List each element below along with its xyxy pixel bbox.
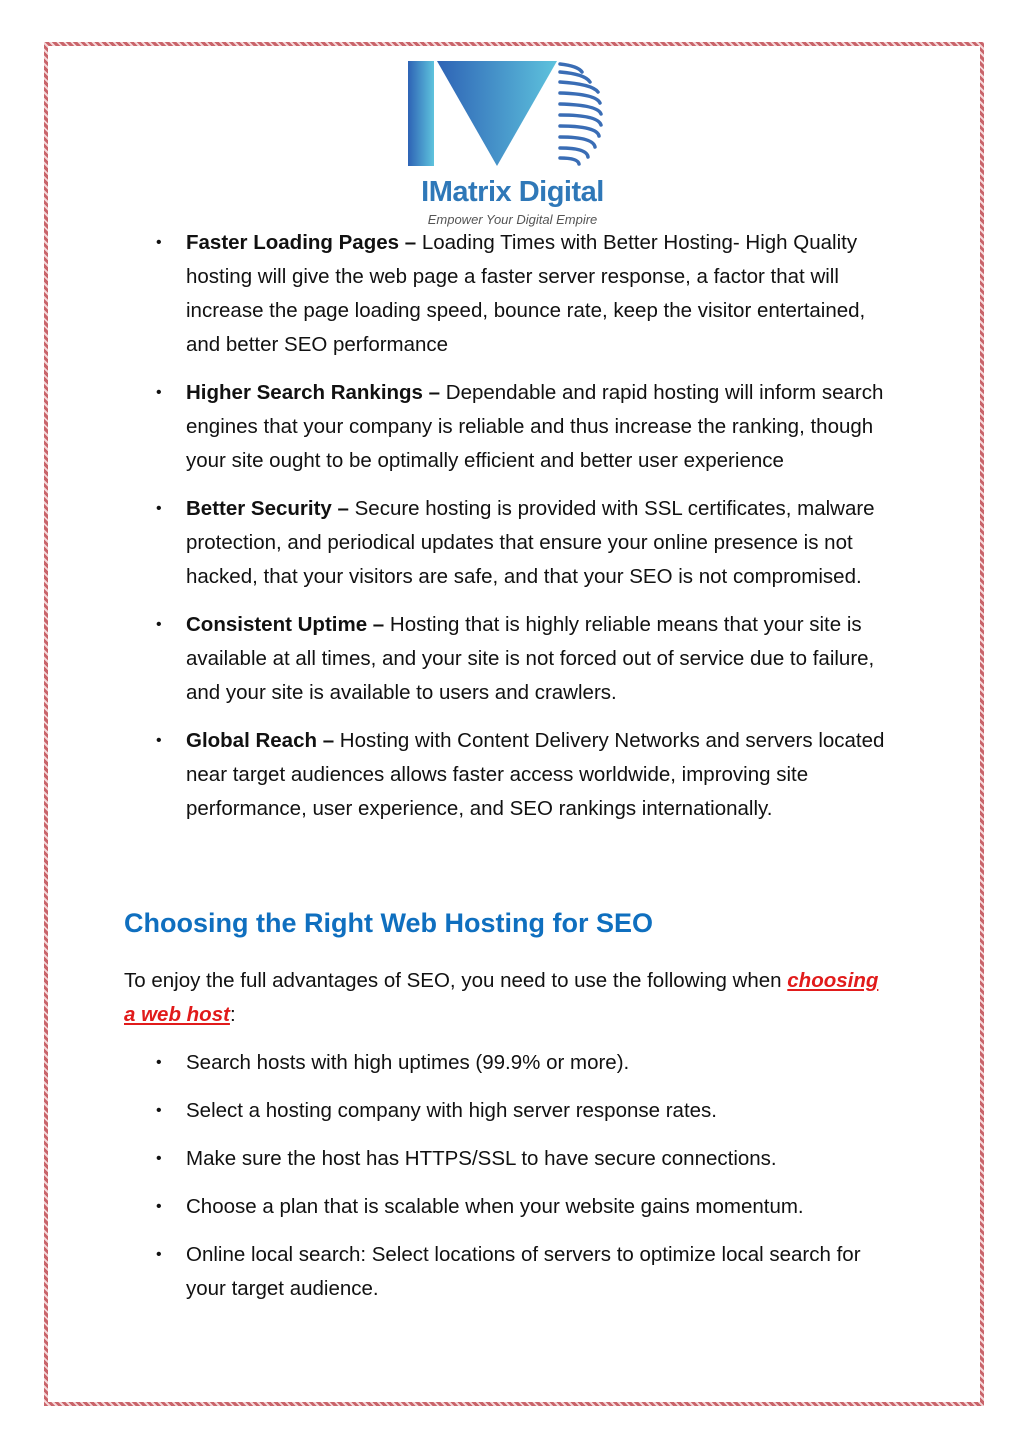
choosing-web-host-link[interactable]: choosing a web host (124, 969, 879, 1026)
list-item: • Make sure the host has HTTPS/SSL to have secure connections. (158, 1142, 898, 1176)
list-item: • Online local search: Select locations of servers to optimize local search for your target audience. (158, 1238, 898, 1306)
list-item (158, 226, 898, 362)
list-item (158, 608, 898, 710)
list-item (158, 376, 898, 478)
list-item: • Search hosts with high uptimes (99.9% or more). (158, 1046, 898, 1080)
intro-text-end: : (229, 1003, 236, 1026)
list-item: • Choose a plan that is scalable when your website gains momentum. (158, 1190, 898, 1224)
section-intro (124, 964, 884, 1032)
logo-title: IMatrix Digital (421, 176, 604, 208)
list-item (158, 492, 898, 594)
list-item: • Select a hosting company with high server response rates. (158, 1094, 898, 1128)
tips-list (158, 1046, 898, 1320)
item-title: Faster Loading Pages – (186, 231, 417, 254)
item-title: Consistent Uptime – (186, 613, 385, 636)
intro-text: To enjoy the full advantages of SEO, you need to use the following when (124, 969, 788, 992)
benefits-list (158, 226, 898, 840)
item-text: Dependable and rapid hosting will inform search engines that your company is reliable and thus increase the ranking, though your site ought to be optimally efficient and better user experience (186, 381, 884, 472)
company-logo (405, 58, 620, 230)
logo-mark-icon (405, 58, 620, 173)
item-title: Higher Search Rankings – (186, 381, 441, 404)
list-item (158, 724, 898, 826)
item-text: Hosting that is highly reliable means that your site is available at all times, and your site is not forced out of service due to failure, and your site is available to users and crawlers. (186, 613, 875, 704)
section-heading: Choosing the Right Web Hosting for SEO (124, 908, 653, 938)
logo-tagline: Empower Your Digital Empire (427, 212, 598, 227)
item-title: Global Reach – (186, 729, 335, 752)
item-text: Hosting with Content Delivery Networks and servers located near target audiences allows faster access worldwide, improving site performance, user experience, and SEO rankings internationally. (186, 729, 885, 820)
item-title: Better Security – (186, 497, 349, 520)
item-text: Secure hosting is provided with SSL certificates, malware protection, and periodical updates that ensure your online presence is not hacked, that your visitors are safe, and that your SEO is not compromised. (186, 497, 875, 588)
item-text: Loading Times with Better Hosting- High Quality hosting will give the web page a faster server response, a factor that will increase the page loading speed, bounce rate, keep the visitor entertained, and better SEO performance (186, 231, 866, 356)
